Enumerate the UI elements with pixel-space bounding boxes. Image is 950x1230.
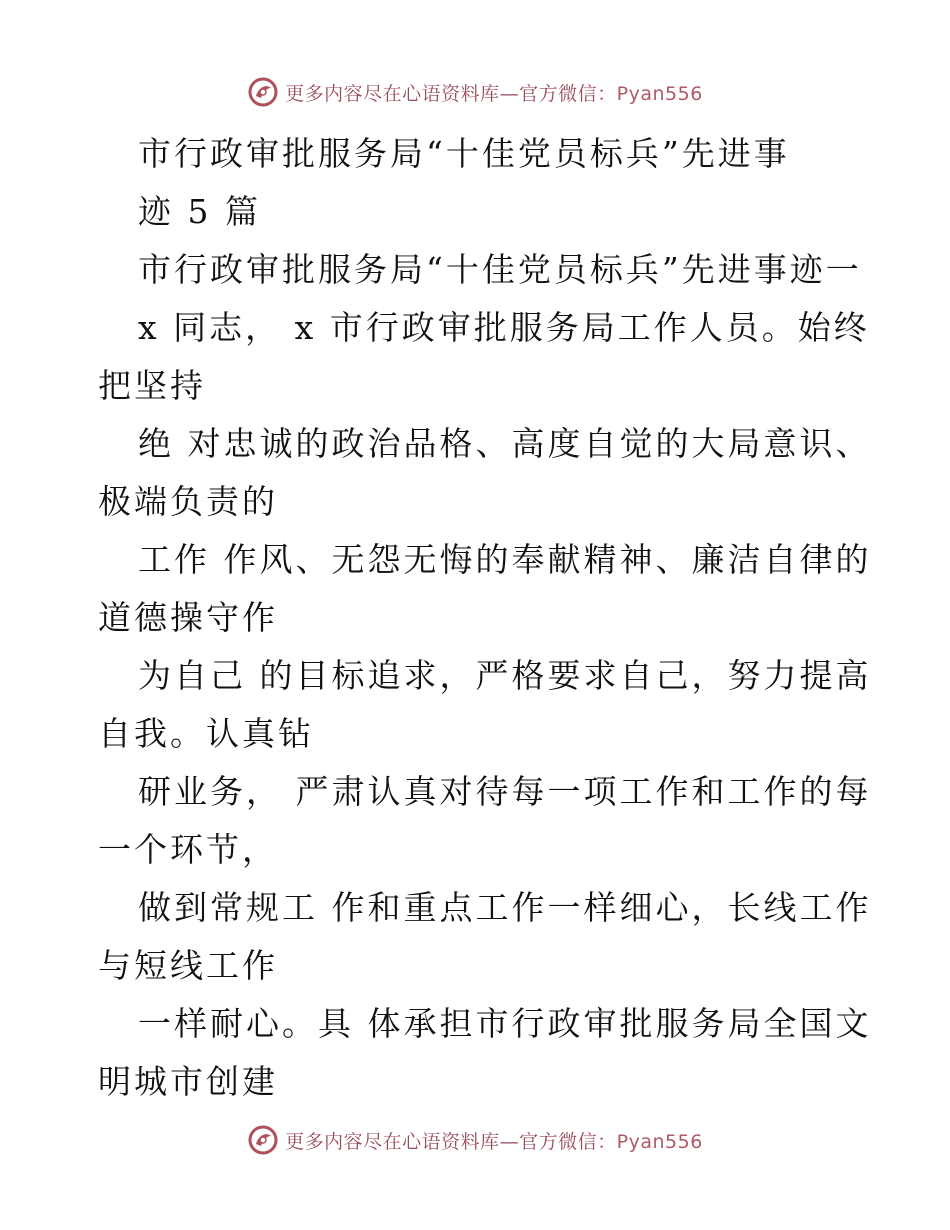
text-line: 工作 作风、无怨无悔的奉献精神、廉洁自律的	[138, 540, 872, 579]
watermark-handle: Pyan556	[616, 1130, 703, 1153]
watermark-handle: Pyan556	[616, 82, 703, 105]
text-line: x 同志， x 市行政审批服务局工作人员。始终	[138, 308, 870, 347]
text-line: 自我。认真钻	[98, 714, 314, 753]
text-line: 极端负责的	[98, 482, 278, 521]
text-line: 一个环节，	[98, 830, 278, 869]
text-line: 与短线工作	[98, 946, 278, 985]
swirl-logo-icon	[247, 76, 279, 108]
text-line: 把坚持	[98, 366, 206, 405]
watermark-text	[285, 79, 703, 106]
swirl-logo-icon	[247, 1124, 279, 1156]
watermark-label: 更多内容尽在心语资料库—官方微信：	[285, 1130, 617, 1153]
text-line: 道德操守作	[98, 598, 278, 637]
text-line: 绝 对忠诚的政治品格、高度自觉的大局意识、	[138, 424, 872, 463]
document-body	[98, 125, 872, 1111]
watermark-text	[285, 1127, 703, 1154]
text-line: 为自己 的目标追求，严格要求自己，努力提高	[138, 656, 872, 695]
footer-watermark	[0, 1120, 950, 1160]
text-line: 市行政审批服务局“十佳党员标兵”先进事迹一	[138, 250, 862, 289]
text-line: 研业务， 严肃认真对待每一项工作和工作的每	[138, 772, 872, 811]
text-line: 一样耐心。具 体承担市行政审批服务局全国文	[138, 1004, 872, 1043]
text-line: 迹 5 篇	[138, 192, 261, 231]
watermark-label: 更多内容尽在心语资料库—官方微信：	[285, 82, 617, 105]
text-line: 明城市创建	[98, 1062, 278, 1101]
header-watermark	[0, 72, 950, 112]
text-line: 做到常规工 作和重点工作一样细心，长线工作	[138, 888, 872, 927]
text-line: 市行政审批服务局“十佳党员标兵”先进事	[138, 134, 790, 173]
